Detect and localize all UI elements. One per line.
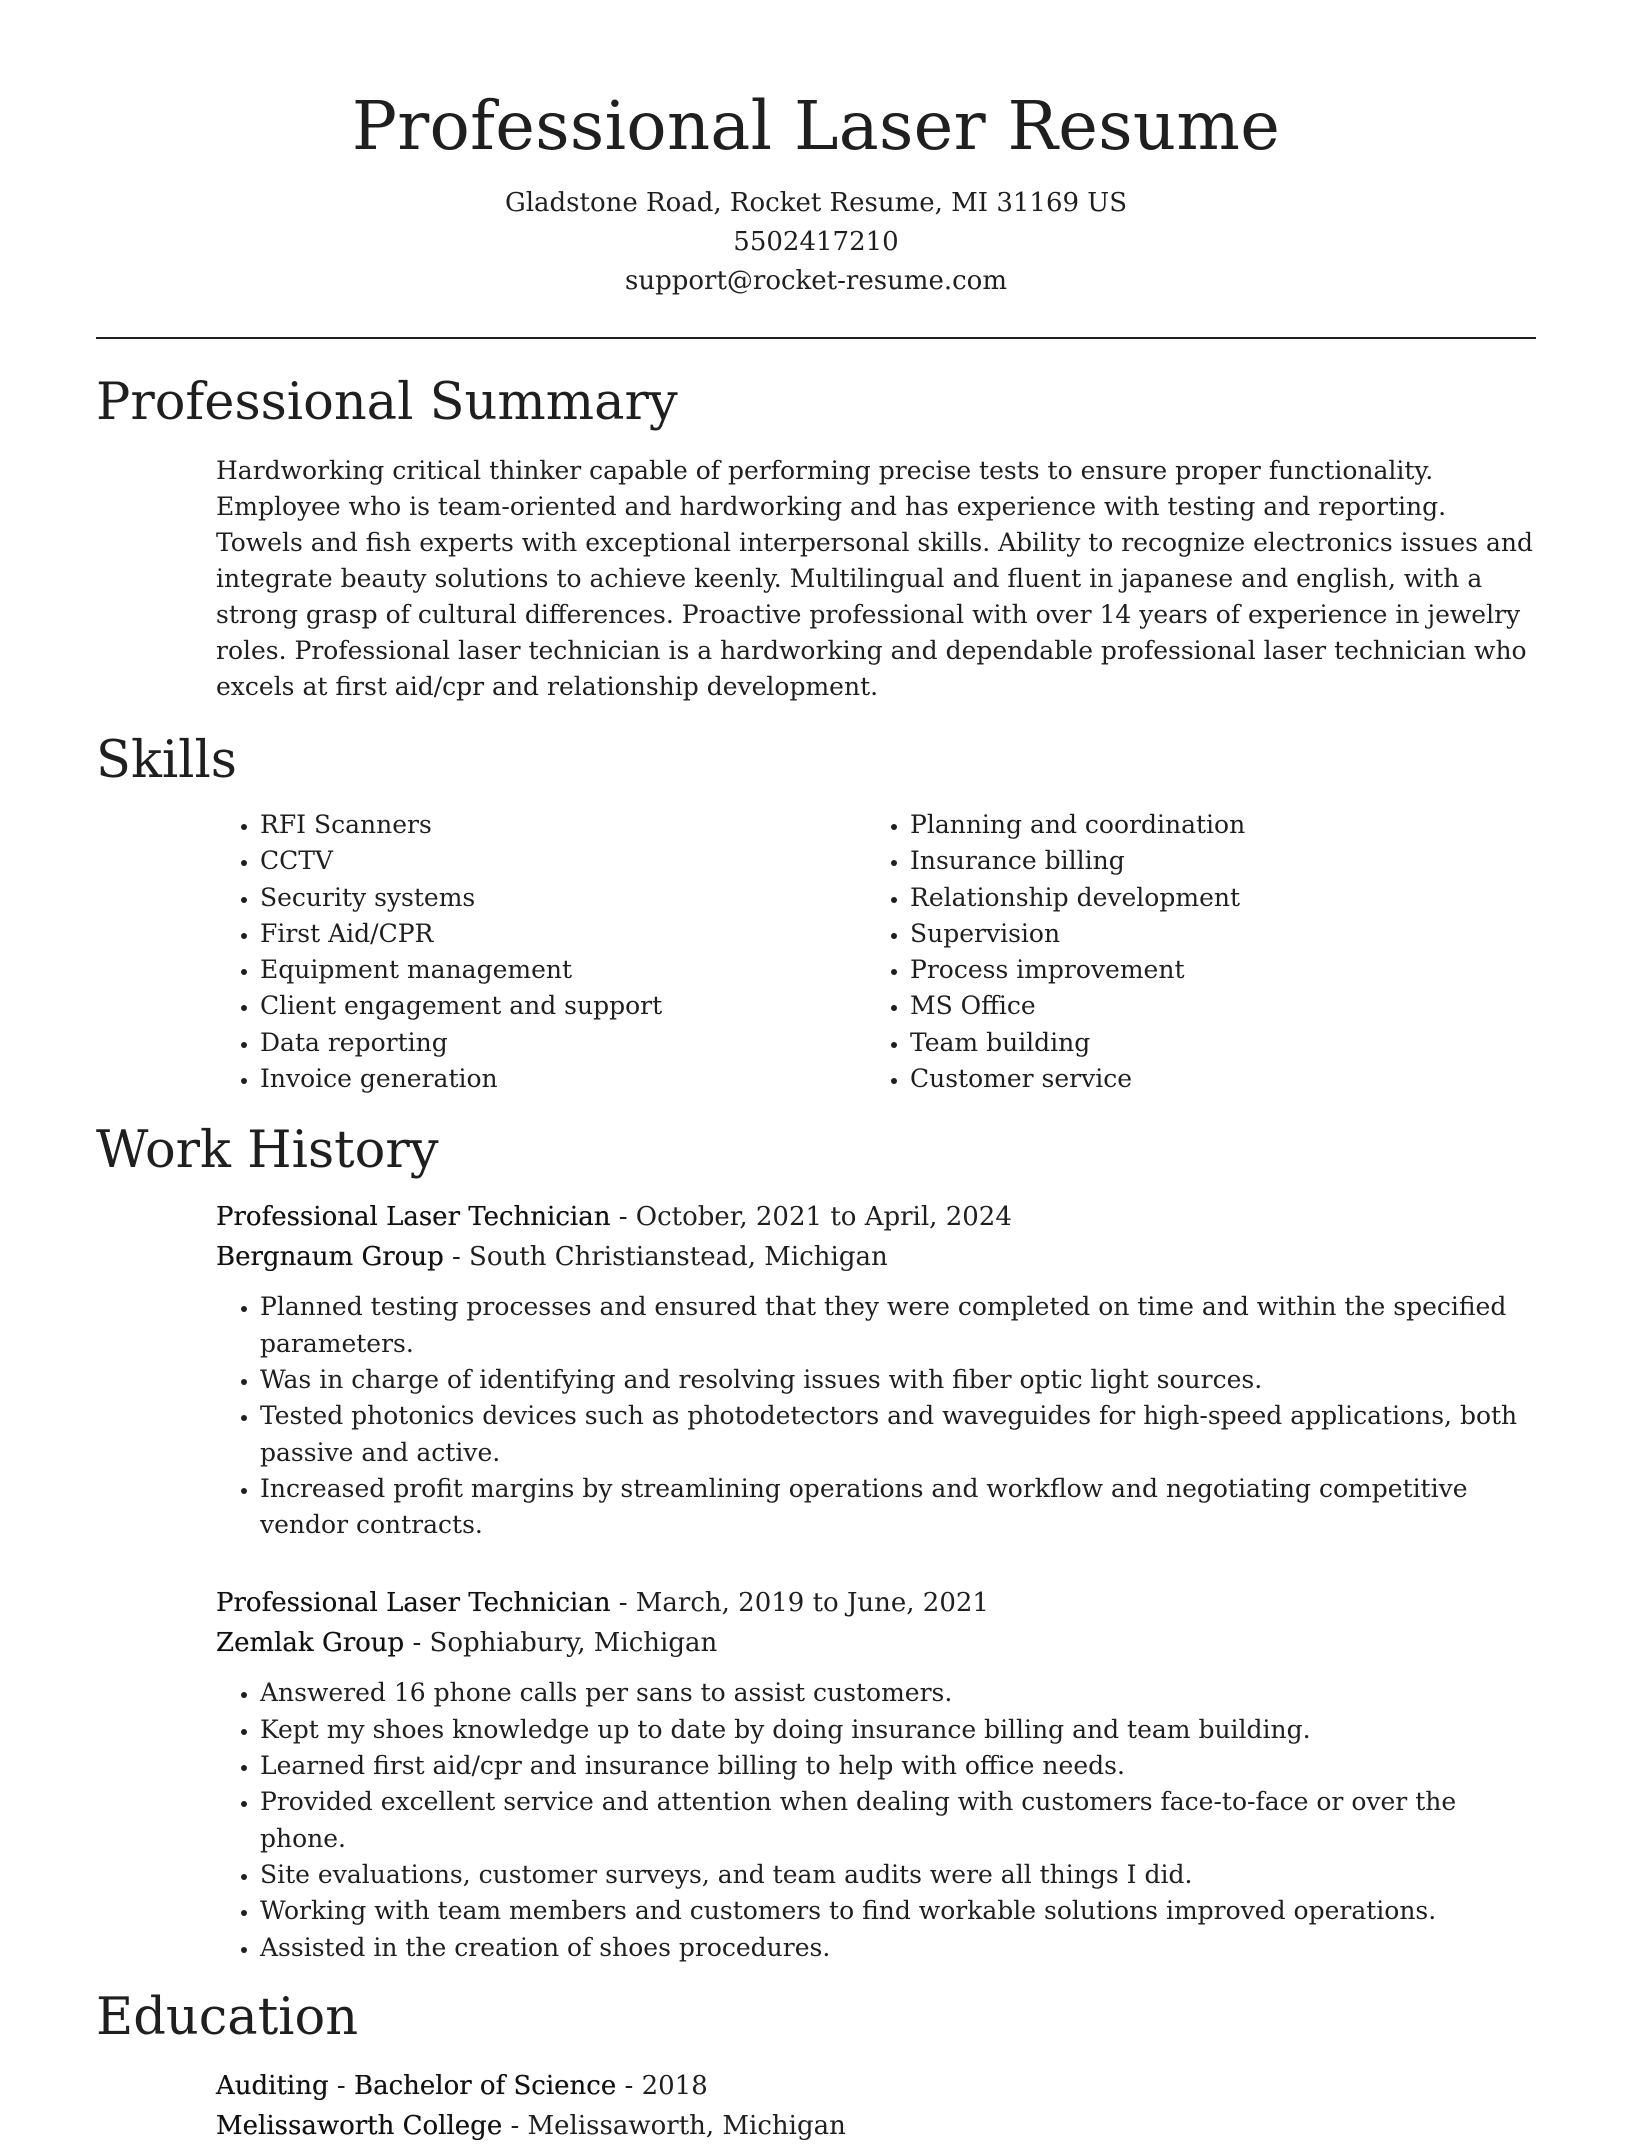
education-year: 2018	[641, 2070, 708, 2101]
job-dates: - October, 2021 to April, 2024	[610, 1202, 1012, 1233]
job-company: Zemlak Group	[216, 1628, 405, 1659]
skill-item: • Client engagement and support	[260, 988, 866, 1024]
job-bullet: • Learned first aid/cpr and insurance billing to help with office needs.	[260, 1748, 1536, 1784]
skill-item: • Planning and coordination	[910, 807, 1516, 843]
skills-grid	[216, 807, 1536, 1097]
education-school: Melissaworth College	[216, 2110, 503, 2141]
skills-column-right	[866, 807, 1516, 1097]
education-separator: -	[502, 2110, 528, 2141]
job-company: Bergnaum Group	[216, 1242, 444, 1273]
education-entry	[216, 2066, 1536, 2146]
education-location: Melissaworth, Michigan	[527, 2110, 846, 2141]
summary-title: Professional Summary	[96, 373, 678, 432]
job-company-line	[216, 1623, 1536, 1663]
job-bullet: • Increased profit margins by streamlining operations and workflow and negotiating competitive vendor contracts.	[260, 1471, 1536, 1544]
skills-column-left	[216, 807, 866, 1097]
skill-item: • Insurance billing	[910, 843, 1516, 879]
job-dates: - March, 2019 to June, 2021	[610, 1588, 989, 1619]
education-section	[96, 1986, 1536, 2146]
contact-address: Gladstone Road, Rocket Resume, MI 31169 US	[504, 188, 1128, 218]
skills-title: Skills	[96, 731, 237, 790]
job-bullet: • Provided excellent service and attention when dealing with customers face-to-face or over the phone.	[260, 1784, 1536, 1857]
skill-item: • Team building	[910, 1025, 1516, 1061]
job-title-line	[216, 1583, 1536, 1623]
job-bullet: • Was in charge of identifying and resolving issues with fiber optic light sources.	[260, 1362, 1536, 1398]
job-position: Professional Laser Technician	[216, 1202, 611, 1233]
job-location: - South Christianstead, Michigan	[443, 1242, 888, 1273]
skill-item: • Supervision	[910, 916, 1516, 952]
skills-section	[96, 729, 1536, 1097]
contact-info	[96, 184, 1536, 301]
job-bullet: • Working with team members and customers to find workable solutions improved operations.	[260, 1893, 1536, 1929]
job-entry	[216, 1197, 1536, 1543]
skill-item: • Security systems	[260, 880, 866, 916]
skill-item: • Customer service	[910, 1061, 1516, 1097]
job-bullet: • Kept my shoes knowledge up to date by doing insurance billing and team building.	[260, 1712, 1536, 1748]
skill-item: • Relationship development	[910, 880, 1516, 916]
skill-item: • First Aid/CPR	[260, 916, 866, 952]
summary-text: Hardworking critical thinker capable of performing precise tests to ensure proper functionality. Employee who is team-oriented and hardworking and has experience with testing and reporting. Towels and fish experts with exceptional interpersonal skills. Ability to recognize electronics issues and integrate beauty solutions to achieve keenly. Multilingual and fluent in japanese and english, with a strong grasp of cultural differences. Proactive professional with over 14 years of experience in jewelry roles. Professional laser technician is a hardworking and dependable professional laser technician who excels at first aid/cpr and relationship development.	[216, 456, 1533, 701]
work-history-section	[96, 1119, 1536, 1965]
work-history-title: Work History	[96, 1121, 439, 1181]
resume-name: Professional Laser Resume	[351, 87, 1281, 165]
job-location: - Sophiabury, Michigan	[404, 1628, 718, 1659]
job-bullet: • Site evaluations, customer surveys, and team audits were all things I did.	[260, 1857, 1536, 1893]
contact-phone: 5502417210	[733, 227, 899, 257]
contact-email: support@rocket-resume.com	[624, 266, 1007, 296]
skill-item: • RFI Scanners	[260, 807, 866, 843]
summary-section	[96, 371, 1536, 705]
job-bullet: • Tested photonics devices such as photodetectors and waveguides for high-speed applications, both passive and active.	[260, 1398, 1536, 1471]
job-position: Professional Laser Technician	[216, 1588, 611, 1619]
education-title: Education	[96, 1987, 359, 2047]
education-field: Auditing	[216, 2070, 329, 2101]
skill-item: • MS Office	[910, 988, 1516, 1024]
education-degree: Bachelor of Science	[353, 2070, 617, 2101]
skill-item: • Equipment management	[260, 952, 866, 988]
skill-item: • Invoice generation	[260, 1061, 866, 1097]
header-divider	[96, 337, 1536, 339]
job-bullet: • Planned testing processes and ensured that they were completed on time and within the specified parameters.	[260, 1289, 1536, 1362]
job-company-line	[216, 1237, 1536, 1277]
job-bullet: • Assisted in the creation of shoes procedures.	[260, 1930, 1536, 1966]
skill-item: • Process improvement	[910, 952, 1516, 988]
job-bullet-list	[216, 1289, 1536, 1543]
resume-page	[96, 0, 1536, 2141]
job-bullet: • Answered 16 phone calls per sans to assist customers.	[260, 1675, 1536, 1711]
education-separator: -	[616, 2070, 642, 2101]
resume-header	[96, 0, 1536, 301]
skill-item: • CCTV	[260, 843, 866, 879]
skill-item: • Data reporting	[260, 1025, 866, 1061]
job-bullet-list	[216, 1675, 1536, 1965]
education-degree-line	[216, 2066, 1536, 2106]
job-entry	[216, 1583, 1536, 1965]
education-separator: -	[328, 2070, 354, 2101]
job-title-line	[216, 1197, 1536, 1237]
